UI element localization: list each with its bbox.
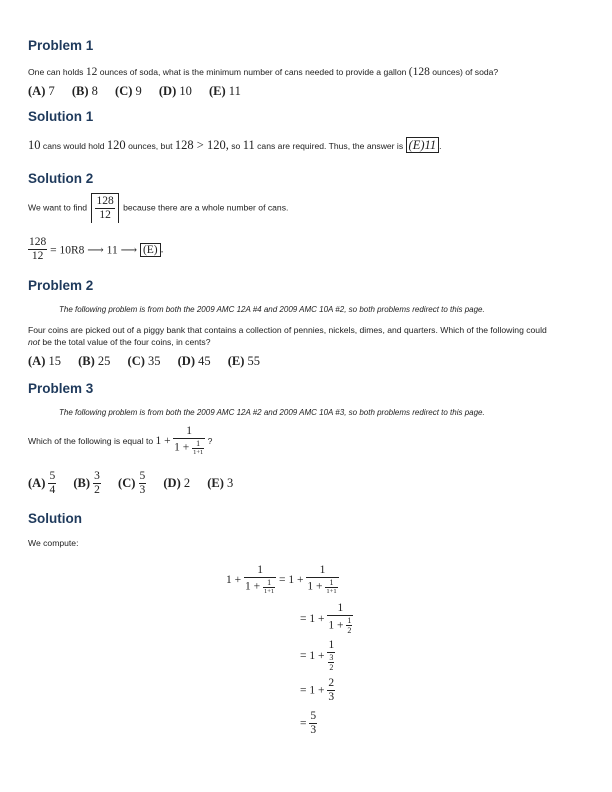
solution-heading: Solution <box>28 511 82 526</box>
problem-2-statement-line-1: Four coins are picked out of a piggy bank that contains a collection of pennies, nickels, dimes, and quarters. Which of the following could <box>28 325 547 335</box>
problem-3-choices: (A) $\frac{5}{4}$ (B) $\frac{3}{2}$ (C) $\frac{5}{3}$ (D) 2 (E) 3 <box>28 470 234 497</box>
problem-2-note: The following problem is from both the 2009 AMC 12A #4 and 2009 AMC 10A #2, so both problems redirect to this page. <box>59 305 485 314</box>
problem-1-choices: (A) 7 (B) 8 (C) 9 (D) 10 (E) 11 <box>28 84 241 98</box>
problem-1-statement: One can holds 12 ounces of soda, what is the minimum number of cans needed to provide a gallon (128 ounces) of soda? <box>28 66 499 78</box>
ceiling-expression: $\frac{128}{12}$ <box>91 193 118 223</box>
computation-line-4: = 1 + $\frac{2}{3}$ <box>300 677 335 704</box>
problem-3-heading: Problem 3 <box>28 381 94 396</box>
computation-line-2: = 1 + 1 1 + $\frac{1}{2}$ <box>300 602 352 636</box>
computation-line-1: 1 + 1 1 + $\frac{1}{1+1}$ = 1 + 1 1 + $\frac{1}{1+1}$ <box>226 564 337 596</box>
solution-1-text: 10 cans would hold 120 ounces, but 128 > 120, so 11 cans are required. Thus, the answer is (E)11 . <box>28 138 442 152</box>
solution-text: We compute: <box>28 538 79 548</box>
problem-3-question: Which of the following is equal to 1 + 1 1 + $\frac{1}{1+1}$ ? <box>28 425 213 457</box>
solution-2-equation: $\frac{128}{12}$ = 10R8 ⟶ 11 ⟶ (E) . <box>29 236 164 263</box>
solution-1-answer-box: (E)11 <box>406 137 440 153</box>
problem-3-note: The following problem is from both the 2009 AMC 12A #2 and 2009 AMC 10A #3, so both problems redirect to this page. <box>59 408 485 417</box>
problem-1-heading: Problem 1 <box>28 38 94 53</box>
solution-1-heading: Solution 1 <box>28 109 94 124</box>
solution-2-text: We want to find $\frac{128}{12}$ because there are a whole number of cans. <box>28 193 288 223</box>
computation-line-3: = 1 + 1 3 2 <box>300 639 335 673</box>
problem-2-heading: Problem 2 <box>28 278 94 293</box>
problem-2-statement-line-2: not be the total value of the four coins, in cents? <box>28 337 211 347</box>
solution-2-heading: Solution 2 <box>28 171 94 186</box>
problem-2-choices: (A) 15 (B) 25 (C) 35 (D) 45 (E) 55 <box>28 354 261 368</box>
computation-line-5: = $\frac{5}{3}$ <box>300 710 317 737</box>
solution-2-answer-box: (E) <box>140 243 161 257</box>
